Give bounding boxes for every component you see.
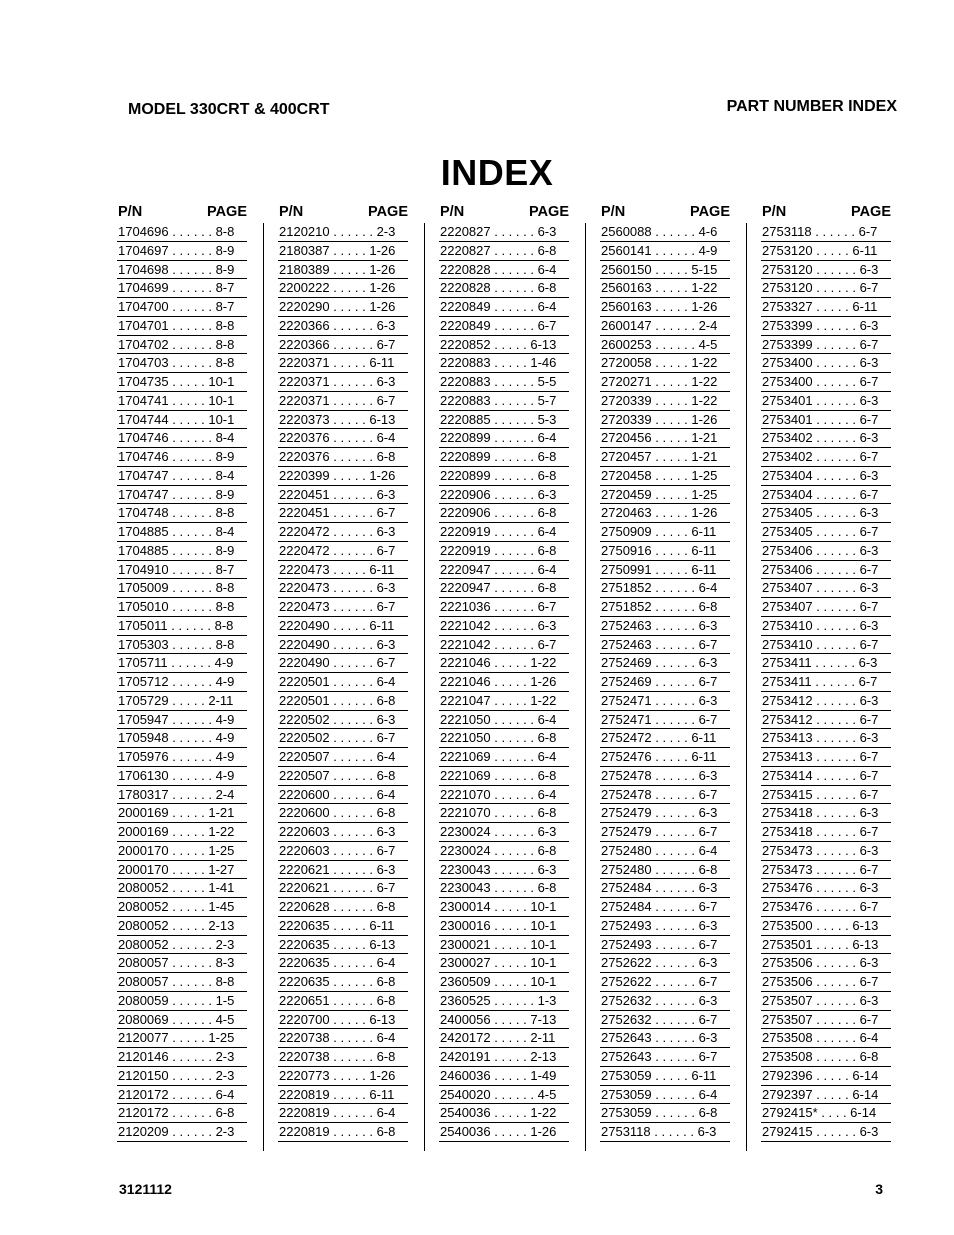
index-entry: 2792415* . . . . 6-14 — [761, 1104, 891, 1123]
index-entry: 2753418 . . . . . . 6-3 — [761, 804, 891, 823]
index-entry: 1704748 . . . . . . 8-8 — [117, 504, 247, 523]
index-column-2 — [278, 203, 408, 1142]
column-header — [761, 203, 891, 223]
index-entry: 2180389 . . . . . 1-26 — [278, 261, 408, 280]
index-entry: 2753400 . . . . . . 6-3 — [761, 354, 891, 373]
index-entry: 2220883 . . . . . . 5-5 — [439, 373, 569, 392]
index-entry: 2120077 . . . . . 1-25 — [117, 1029, 247, 1048]
index-entry: 2720339 . . . . . 1-26 — [600, 411, 730, 430]
index-entry: 2753405 . . . . . . 6-3 — [761, 504, 891, 523]
index-entry: 2360509 . . . . . 10-1 — [439, 973, 569, 992]
index-entry: 2720457 . . . . . 1-21 — [600, 448, 730, 467]
index-entry: 2753402 . . . . . . 6-7 — [761, 448, 891, 467]
entry-list — [278, 223, 408, 1142]
index-entry: 1704735 . . . . . 10-1 — [117, 373, 247, 392]
index-entry: 2120210 . . . . . . 2-3 — [278, 223, 408, 242]
index-entry: 2221042 . . . . . . 6-3 — [439, 617, 569, 636]
index-entry: 2752469 . . . . . . 6-7 — [600, 673, 730, 692]
index-entry: 2753405 . . . . . . 6-7 — [761, 523, 891, 542]
index-entry: 2080052 . . . . . 2-13 — [117, 917, 247, 936]
pn-header: P/N — [118, 204, 143, 220]
index-entry: 2220738 . . . . . . 6-4 — [278, 1029, 408, 1048]
index-entry: 2753406 . . . . . . 6-7 — [761, 561, 891, 580]
index-entry: 2220473 . . . . . . 6-3 — [278, 579, 408, 598]
index-entry: 2220635 . . . . . . 6-4 — [278, 954, 408, 973]
index-entry: 2753411 . . . . . . 6-3 — [761, 654, 891, 673]
index-entry: 2230024 . . . . . . 6-8 — [439, 842, 569, 861]
header-section: PART NUMBER INDEX — [726, 98, 897, 115]
index-entry: 2540036 . . . . . 1-22 — [439, 1104, 569, 1123]
column-divider — [424, 223, 425, 1151]
index-entry: 1705948 . . . . . . 4-9 — [117, 729, 247, 748]
index-entry: 2753118 . . . . . . 6-3 — [600, 1123, 730, 1142]
index-entry: 2720458 . . . . . 1-25 — [600, 467, 730, 486]
index-entry: 2080069 . . . . . . 4-5 — [117, 1011, 247, 1030]
index-entry: 2200222 . . . . . 1-26 — [278, 279, 408, 298]
index-entry: 2220603 . . . . . . 6-3 — [278, 823, 408, 842]
index-entry: 1704702 . . . . . . 8-8 — [117, 336, 247, 355]
index-entry: 2750916 . . . . . 6-11 — [600, 542, 730, 561]
column-header — [278, 203, 408, 223]
index-entry: 2540020 . . . . . . 4-5 — [439, 1086, 569, 1105]
index-entry: 2753508 . . . . . . 6-8 — [761, 1048, 891, 1067]
index-entry: 2220621 . . . . . . 6-7 — [278, 879, 408, 898]
index-entry: 2220738 . . . . . . 6-8 — [278, 1048, 408, 1067]
index-entry: 2080052 . . . . . . 2-3 — [117, 936, 247, 955]
index-entry: 2220490 . . . . . . 6-7 — [278, 654, 408, 673]
index-entry: 2080059 . . . . . . 1-5 — [117, 992, 247, 1011]
column-header — [600, 203, 730, 223]
page-number: 3 — [875, 1181, 883, 1197]
index-entry: 2000170 . . . . . 1-25 — [117, 842, 247, 861]
index-entry: 2220366 . . . . . . 6-7 — [278, 336, 408, 355]
index-entry: 2752478 . . . . . . 6-3 — [600, 767, 730, 786]
index-entry: 1705947 . . . . . . 4-9 — [117, 711, 247, 730]
index-entry: 1704910 . . . . . . 8-7 — [117, 561, 247, 580]
index-entry: 2221042 . . . . . . 6-7 — [439, 636, 569, 655]
index-entry: 1704741 . . . . . 10-1 — [117, 392, 247, 411]
index-entry: 1705010 . . . . . . 8-8 — [117, 598, 247, 617]
index-entry: 1705712 . . . . . . 4-9 — [117, 673, 247, 692]
index-entry: 2221069 . . . . . . 6-4 — [439, 748, 569, 767]
index-entry: 2720058 . . . . . 1-22 — [600, 354, 730, 373]
page-header: PAGE — [367, 204, 408, 220]
pn-header: P/N — [279, 204, 304, 220]
index-entry: 2752463 . . . . . . 6-3 — [600, 617, 730, 636]
index-entry: 2360525 . . . . . . 1-3 — [439, 992, 569, 1011]
index-entry: 2400056 . . . . . 7-13 — [439, 1011, 569, 1030]
pn-header: P/N — [601, 204, 626, 220]
index-entry: 2300027 . . . . . 10-1 — [439, 954, 569, 973]
index-entry: 2120172 . . . . . . 6-8 — [117, 1104, 247, 1123]
index-entry: 2752479 . . . . . . 6-7 — [600, 823, 730, 842]
index-entry: 2220919 . . . . . . 6-8 — [439, 542, 569, 561]
index-column-3 — [439, 203, 569, 1142]
index-entry: 2753400 . . . . . . 6-7 — [761, 373, 891, 392]
index-entry: 2080052 . . . . . 1-45 — [117, 898, 247, 917]
pn-header: P/N — [762, 204, 787, 220]
index-entry: 2753118 . . . . . . 6-7 — [761, 223, 891, 242]
index-entry: 1704746 . . . . . . 8-4 — [117, 429, 247, 448]
index-entry: 2752471 . . . . . . 6-7 — [600, 711, 730, 730]
index-entry: 2753401 . . . . . . 6-3 — [761, 392, 891, 411]
page-title: INDEX — [440, 152, 554, 193]
index-entry: 2220849 . . . . . . 6-7 — [439, 317, 569, 336]
index-entry: 2753508 . . . . . . 6-4 — [761, 1029, 891, 1048]
index-entry: 1704747 . . . . . . 8-9 — [117, 486, 247, 505]
index-entry: 2540036 . . . . . 1-26 — [439, 1123, 569, 1142]
pn-header: P/N — [440, 204, 465, 220]
column-divider — [263, 223, 264, 1151]
index-entry: 1780317 . . . . . . 2-4 — [117, 786, 247, 805]
index-entry: 2752493 . . . . . . 6-7 — [600, 936, 730, 955]
index-entry: 2752632 . . . . . . 6-7 — [600, 1011, 730, 1030]
index-entry: 2751852 . . . . . . 6-4 — [600, 579, 730, 598]
index-entry: 2220819 . . . . . . 6-4 — [278, 1104, 408, 1123]
index-entry: 2220290 . . . . . 1-26 — [278, 298, 408, 317]
index-entry: 2753506 . . . . . . 6-7 — [761, 973, 891, 992]
column-divider — [746, 223, 747, 1151]
index-entry: 2220399 . . . . . 1-26 — [278, 467, 408, 486]
index-entry: 2220473 . . . . . . 6-7 — [278, 598, 408, 617]
index-entry: 2220501 . . . . . . 6-4 — [278, 673, 408, 692]
index-entry: 2220852 . . . . . 6-13 — [439, 336, 569, 355]
column-header — [117, 203, 247, 223]
index-entry: 2753407 . . . . . . 6-3 — [761, 579, 891, 598]
index-entry: 2753476 . . . . . . 6-7 — [761, 898, 891, 917]
index-entry: 2750991 . . . . . 6-11 — [600, 561, 730, 580]
index-entry: 2560163 . . . . . 1-22 — [600, 279, 730, 298]
index-entry: 2752632 . . . . . . 6-3 — [600, 992, 730, 1011]
index-entry: 2220773 . . . . . 1-26 — [278, 1067, 408, 1086]
index-entry: 2752469 . . . . . . 6-3 — [600, 654, 730, 673]
index-entry: 2080052 . . . . . 1-41 — [117, 879, 247, 898]
index-entry: 2752480 . . . . . . 6-8 — [600, 861, 730, 880]
index-entry: 2220883 . . . . . 1-46 — [439, 354, 569, 373]
index-entry: 2230043 . . . . . . 6-8 — [439, 879, 569, 898]
index-entry: 2753410 . . . . . . 6-3 — [761, 617, 891, 636]
index-entry: 2220376 . . . . . . 6-8 — [278, 448, 408, 467]
index-entry: 2750909 . . . . . 6-11 — [600, 523, 730, 542]
index-entry: 1704700 . . . . . . 8-7 — [117, 298, 247, 317]
index-entry: 2753120 . . . . . . 6-3 — [761, 261, 891, 280]
index-entry: 2753399 . . . . . . 6-3 — [761, 317, 891, 336]
index-entry: 2000169 . . . . . 1-21 — [117, 804, 247, 823]
index-entry: 1704696 . . . . . . 8-8 — [117, 223, 247, 242]
index-entry: 2180387 . . . . . 1-26 — [278, 242, 408, 261]
index-entry: 2753476 . . . . . . 6-3 — [761, 879, 891, 898]
index-entry: 2752643 . . . . . . 6-3 — [600, 1029, 730, 1048]
index-column-5 — [761, 203, 891, 1142]
index-entry: 2000169 . . . . . 1-22 — [117, 823, 247, 842]
index-entry: 2560163 . . . . . 1-26 — [600, 298, 730, 317]
index-entry: 2220919 . . . . . . 6-4 — [439, 523, 569, 542]
index-entry: 2220628 . . . . . . 6-8 — [278, 898, 408, 917]
index-entry: 2752484 . . . . . . 6-7 — [600, 898, 730, 917]
index-entry: 2752622 . . . . . . 6-3 — [600, 954, 730, 973]
index-entry: 2220899 . . . . . . 6-8 — [439, 448, 569, 467]
index-entry: 1705711 . . . . . . 4-9 — [117, 654, 247, 673]
index-entry: 2753406 . . . . . . 6-3 — [761, 542, 891, 561]
index-entry: 1704744 . . . . . 10-1 — [117, 411, 247, 430]
index-entry: 2600147 . . . . . . 2-4 — [600, 317, 730, 336]
index-entry: 2220899 . . . . . . 6-4 — [439, 429, 569, 448]
index-entry: 2753404 . . . . . . 6-3 — [761, 467, 891, 486]
index-entry: 2220828 . . . . . . 6-4 — [439, 261, 569, 280]
index-entry: 2752622 . . . . . . 6-7 — [600, 973, 730, 992]
index-entry: 2230043 . . . . . . 6-3 — [439, 861, 569, 880]
entry-list — [117, 223, 247, 1142]
index-entry: 2220827 . . . . . . 6-3 — [439, 223, 569, 242]
index-entry: 2080057 . . . . . . 8-8 — [117, 973, 247, 992]
index-entry: 2220700 . . . . . 6-13 — [278, 1011, 408, 1030]
index-entry: 2220885 . . . . . . 5-3 — [439, 411, 569, 430]
index-entry: 2220502 . . . . . . 6-3 — [278, 711, 408, 730]
index-entry: 2220472 . . . . . . 6-3 — [278, 523, 408, 542]
index-entry: 2220366 . . . . . . 6-3 — [278, 317, 408, 336]
index-entry: 2720271 . . . . . 1-22 — [600, 373, 730, 392]
index-entry: 2221046 . . . . . 1-26 — [439, 673, 569, 692]
header-model: MODEL 330CRT & 400CRT — [128, 101, 330, 118]
index-entry: 2080057 . . . . . . 8-3 — [117, 954, 247, 973]
index-entry: 2753415 . . . . . . 6-7 — [761, 786, 891, 805]
index-entry: 2752478 . . . . . . 6-7 — [600, 786, 730, 805]
index-entry: 2220371 . . . . . 6-11 — [278, 354, 408, 373]
index-entry: 2792397 . . . . . 6-14 — [761, 1086, 891, 1105]
index-entry: 2792396 . . . . . 6-14 — [761, 1067, 891, 1086]
index-entry: 1704701 . . . . . . 8-8 — [117, 317, 247, 336]
index-entry: 2460036 . . . . . 1-49 — [439, 1067, 569, 1086]
index-entry: 2220635 . . . . . 6-11 — [278, 917, 408, 936]
index-entry: 2752643 . . . . . . 6-7 — [600, 1048, 730, 1067]
index-entry: 2753418 . . . . . . 6-7 — [761, 823, 891, 842]
index-entry: 2221070 . . . . . . 6-8 — [439, 804, 569, 823]
index-entry: 2753473 . . . . . . 6-7 — [761, 861, 891, 880]
index-entry: 2221036 . . . . . . 6-7 — [439, 598, 569, 617]
index-entry: 2753413 . . . . . . 6-3 — [761, 729, 891, 748]
index-entry: 2220819 . . . . . . 6-8 — [278, 1123, 408, 1142]
index-entry: 2752493 . . . . . . 6-3 — [600, 917, 730, 936]
index-entry: 2753412 . . . . . . 6-3 — [761, 692, 891, 711]
index-entry: 2220373 . . . . . 6-13 — [278, 411, 408, 430]
entry-list — [439, 223, 569, 1142]
index-entry: 2220600 . . . . . . 6-4 — [278, 786, 408, 805]
index-entry: 2220371 . . . . . . 6-7 — [278, 392, 408, 411]
index-entry: 1706130 . . . . . . 4-9 — [117, 767, 247, 786]
index-entry: 2420191 . . . . . 2-13 — [439, 1048, 569, 1067]
index-entry: 2752472 . . . . . 6-11 — [600, 729, 730, 748]
index-entry: 2300016 . . . . . 10-1 — [439, 917, 569, 936]
index-entry: 2220603 . . . . . . 6-7 — [278, 842, 408, 861]
index-entry: 2220451 . . . . . . 6-3 — [278, 486, 408, 505]
index-entry: 2753506 . . . . . . 6-3 — [761, 954, 891, 973]
index-entry: 2220651 . . . . . . 6-8 — [278, 992, 408, 1011]
index-entry: 1705976 . . . . . . 4-9 — [117, 748, 247, 767]
index-column-1 — [117, 203, 247, 1142]
index-entry: 2753059 . . . . . . 6-8 — [600, 1104, 730, 1123]
index-entry: 2753401 . . . . . . 6-7 — [761, 411, 891, 430]
index-entry: 2753399 . . . . . . 6-7 — [761, 336, 891, 355]
index-entry: 1704703 . . . . . . 8-8 — [117, 354, 247, 373]
index-entry: 2720456 . . . . . 1-21 — [600, 429, 730, 448]
index-entry: 1704885 . . . . . . 8-9 — [117, 542, 247, 561]
index-entry: 2753473 . . . . . . 6-3 — [761, 842, 891, 861]
index-entry: 2792415 . . . . . . 6-3 — [761, 1123, 891, 1142]
page-header: PAGE — [206, 204, 247, 220]
index-entry: 2000170 . . . . . 1-27 — [117, 861, 247, 880]
index-entry: 2120146 . . . . . . 2-3 — [117, 1048, 247, 1067]
index-entry: 2753507 . . . . . . 6-7 — [761, 1011, 891, 1030]
index-entry: 1704885 . . . . . . 8-4 — [117, 523, 247, 542]
document-number: 3121112 — [119, 1181, 172, 1197]
index-entry: 2720339 . . . . . 1-22 — [600, 392, 730, 411]
index-entry: 2220502 . . . . . . 6-7 — [278, 729, 408, 748]
index-entry: 2220600 . . . . . . 6-8 — [278, 804, 408, 823]
index-entry: 2752479 . . . . . . 6-3 — [600, 804, 730, 823]
index-entry: 2220883 . . . . . . 5-7 — [439, 392, 569, 411]
index-entry: 2220819 . . . . . 6-11 — [278, 1086, 408, 1105]
index-entry: 2220947 . . . . . . 6-8 — [439, 579, 569, 598]
index-entry: 2753501 . . . . . 6-13 — [761, 936, 891, 955]
index-entry: 2220849 . . . . . . 6-4 — [439, 298, 569, 317]
index-entry: 2753413 . . . . . . 6-7 — [761, 748, 891, 767]
index-entry: 2720459 . . . . . 1-25 — [600, 486, 730, 505]
index-entry: 2220507 . . . . . . 6-8 — [278, 767, 408, 786]
index-column-4 — [600, 203, 730, 1142]
index-entry: 2752463 . . . . . . 6-7 — [600, 636, 730, 655]
index-entry: 2752471 . . . . . . 6-3 — [600, 692, 730, 711]
index-entry: 2220490 . . . . . 6-11 — [278, 617, 408, 636]
index-entry: 2220899 . . . . . . 6-8 — [439, 467, 569, 486]
index-entry: 2220827 . . . . . . 6-8 — [439, 242, 569, 261]
index-entry: 2753410 . . . . . . 6-7 — [761, 636, 891, 655]
index-entry: 2753059 . . . . . . 6-4 — [600, 1086, 730, 1105]
index-entry: 2300021 . . . . . 10-1 — [439, 936, 569, 955]
index-entry: 2230024 . . . . . . 6-3 — [439, 823, 569, 842]
index-entry: 2753327 . . . . . 6-11 — [761, 298, 891, 317]
index-entry: 2720463 . . . . . 1-26 — [600, 504, 730, 523]
index-entry: 2220906 . . . . . . 6-8 — [439, 504, 569, 523]
index-entry: 1704698 . . . . . . 8-9 — [117, 261, 247, 280]
index-entry: 2220490 . . . . . . 6-3 — [278, 636, 408, 655]
index-entry: 2753402 . . . . . . 6-3 — [761, 429, 891, 448]
entry-list — [600, 223, 730, 1142]
index-entry: 2220472 . . . . . . 6-7 — [278, 542, 408, 561]
index-entry: 2221070 . . . . . . 6-4 — [439, 786, 569, 805]
page-header: PAGE — [689, 204, 730, 220]
index-entry: 1705303 . . . . . . 8-8 — [117, 636, 247, 655]
index-entry: 2220371 . . . . . . 6-3 — [278, 373, 408, 392]
page-header: PAGE — [850, 204, 891, 220]
index-entry: 2753120 . . . . . . 6-7 — [761, 279, 891, 298]
index-entry: 2753404 . . . . . . 6-7 — [761, 486, 891, 505]
column-divider — [585, 223, 586, 1151]
index-entry: 2221069 . . . . . . 6-8 — [439, 767, 569, 786]
index-entry: 2220635 . . . . . 6-13 — [278, 936, 408, 955]
index-entry: 1705729 . . . . . 2-11 — [117, 692, 247, 711]
index-entry: 2220621 . . . . . . 6-3 — [278, 861, 408, 880]
index-entry: 2221050 . . . . . . 6-8 — [439, 729, 569, 748]
index-entry: 2120150 . . . . . . 2-3 — [117, 1067, 247, 1086]
index-entry: 2220635 . . . . . . 6-8 — [278, 973, 408, 992]
index-entry: 2600253 . . . . . . 4-5 — [600, 336, 730, 355]
index-entry: 1704746 . . . . . . 8-9 — [117, 448, 247, 467]
index-entry: 1705011 . . . . . . 8-8 — [117, 617, 247, 636]
index-entry: 2220473 . . . . . 6-11 — [278, 561, 408, 580]
index-entry: 2752484 . . . . . . 6-3 — [600, 879, 730, 898]
index-entry: 2220501 . . . . . . 6-8 — [278, 692, 408, 711]
index-entry: 2753507 . . . . . . 6-3 — [761, 992, 891, 1011]
index-entry: 1704747 . . . . . . 8-4 — [117, 467, 247, 486]
index-entry: 2560088 . . . . . . 4-6 — [600, 223, 730, 242]
index-entry: 2753407 . . . . . . 6-7 — [761, 598, 891, 617]
index-entry: 1704699 . . . . . . 8-7 — [117, 279, 247, 298]
index-entry: 2752476 . . . . . 6-11 — [600, 748, 730, 767]
index-entry: 1704697 . . . . . . 8-9 — [117, 242, 247, 261]
index-entry: 2221047 . . . . . 1-22 — [439, 692, 569, 711]
index-entry: 1705009 . . . . . . 8-8 — [117, 579, 247, 598]
index-entry: 2120209 . . . . . . 2-3 — [117, 1123, 247, 1142]
index-entry: 2221046 . . . . . 1-22 — [439, 654, 569, 673]
index-entry: 2753414 . . . . . . 6-7 — [761, 767, 891, 786]
index-entry: 2753412 . . . . . . 6-7 — [761, 711, 891, 730]
index-entry: 2220828 . . . . . . 6-8 — [439, 279, 569, 298]
entry-list — [761, 223, 891, 1142]
index-entry: 2220947 . . . . . . 6-4 — [439, 561, 569, 580]
index-entry: 2120172 . . . . . . 6-4 — [117, 1086, 247, 1105]
index-entry: 2752480 . . . . . . 6-4 — [600, 842, 730, 861]
index-entry: 2560141 . . . . . . 4-9 — [600, 242, 730, 261]
column-header — [439, 203, 569, 223]
page-header: PAGE — [528, 204, 569, 220]
index-entry: 2221050 . . . . . . 6-4 — [439, 711, 569, 730]
index-entry: 2220507 . . . . . . 6-4 — [278, 748, 408, 767]
index-entry: 2753120 . . . . . 6-11 — [761, 242, 891, 261]
index-entry: 2300014 . . . . . 10-1 — [439, 898, 569, 917]
index-entry: 2420172 . . . . . 2-11 — [439, 1029, 569, 1048]
index-entry: 2220376 . . . . . . 6-4 — [278, 429, 408, 448]
index-entry: 2220906 . . . . . . 6-3 — [439, 486, 569, 505]
index-entry: 2220451 . . . . . . 6-7 — [278, 504, 408, 523]
index-entry: 2560150 . . . . . 5-15 — [600, 261, 730, 280]
index-entry: 2753500 . . . . . 6-13 — [761, 917, 891, 936]
index-entry: 2753411 . . . . . . 6-7 — [761, 673, 891, 692]
index-entry: 2751852 . . . . . . 6-8 — [600, 598, 730, 617]
index-entry: 2753059 . . . . . 6-11 — [600, 1067, 730, 1086]
